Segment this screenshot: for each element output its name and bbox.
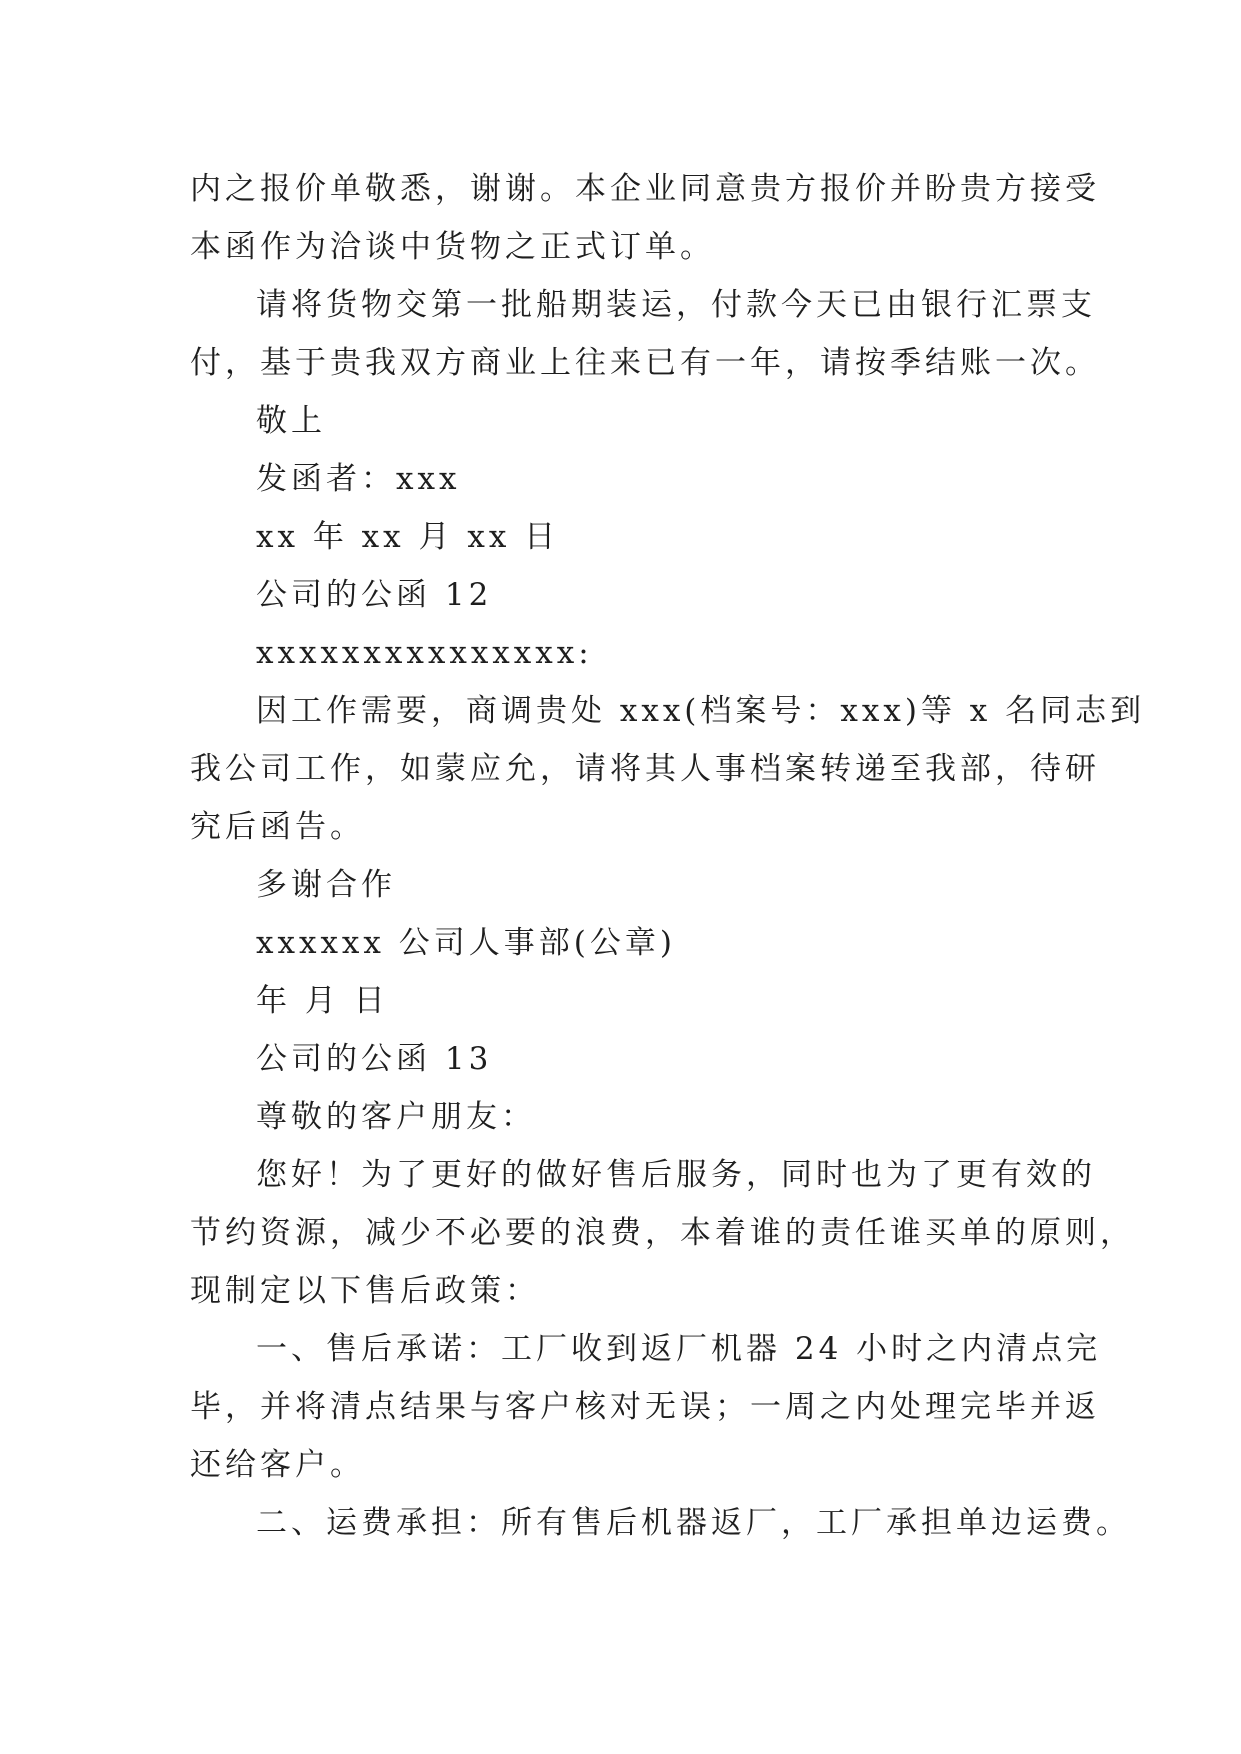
text-line: 请将货物交第一批船期装运，付款今天已由银行汇票支 bbox=[256, 287, 1096, 323]
text-line: 节约资源，减少不必要的浪费，本着谁的责任谁买单的原则， bbox=[190, 1215, 1135, 1251]
document-body bbox=[190, 160, 1146, 1552]
text-line: 毕，并将清点结果与客户核对无误；一周之内处理完毕并返 bbox=[190, 1389, 1100, 1425]
text-line: 发函者：xxx bbox=[256, 461, 461, 497]
text-line: 付，基于贵我双方商业上往来已有一年，请按季结账一次。 bbox=[190, 345, 1100, 381]
text-line: xx 年 xx 月 xx 日 bbox=[256, 519, 560, 555]
text-line: xxxxxxxxxxxxxxx: bbox=[256, 635, 593, 671]
text-line: 敬上 bbox=[256, 403, 326, 439]
text-line: 因工作需要，商调贵处 xxx(档案号：xxx)等 x 名同志到 bbox=[256, 693, 1146, 729]
text-line: 公司的公函 12 bbox=[256, 577, 493, 613]
text-line: 内之报价单敬悉，谢谢。本企业同意贵方报价并盼贵方接受 bbox=[190, 171, 1100, 207]
text-line: 一、售后承诺：工厂收到返厂机器 24 小时之内清点完 bbox=[256, 1331, 1102, 1367]
text-line: 多谢合作 bbox=[256, 867, 396, 903]
text-line: 年 月 日 bbox=[256, 983, 389, 1019]
text-line: 还给客户。 bbox=[190, 1447, 365, 1483]
text-line: 我公司工作，如蒙应允，请将其人事档案转递至我部，待研 bbox=[190, 751, 1100, 787]
text-line: 现制定以下售后政策： bbox=[190, 1273, 540, 1309]
text-line: 二、运费承担：所有售后机器返厂，工厂承担单边运费。 bbox=[256, 1505, 1131, 1541]
text-line: 公司的公函 13 bbox=[256, 1041, 493, 1077]
text-line: xxxxxx 公司人事部(公章) bbox=[256, 925, 676, 961]
text-line: 本函作为洽谈中货物之正式订单。 bbox=[190, 229, 715, 265]
text-line: 您好！为了更好的做好售后服务，同时也为了更有效的 bbox=[256, 1157, 1096, 1193]
text-line: 究后函告。 bbox=[190, 809, 365, 845]
text-line: 尊敬的客户朋友： bbox=[256, 1099, 536, 1135]
